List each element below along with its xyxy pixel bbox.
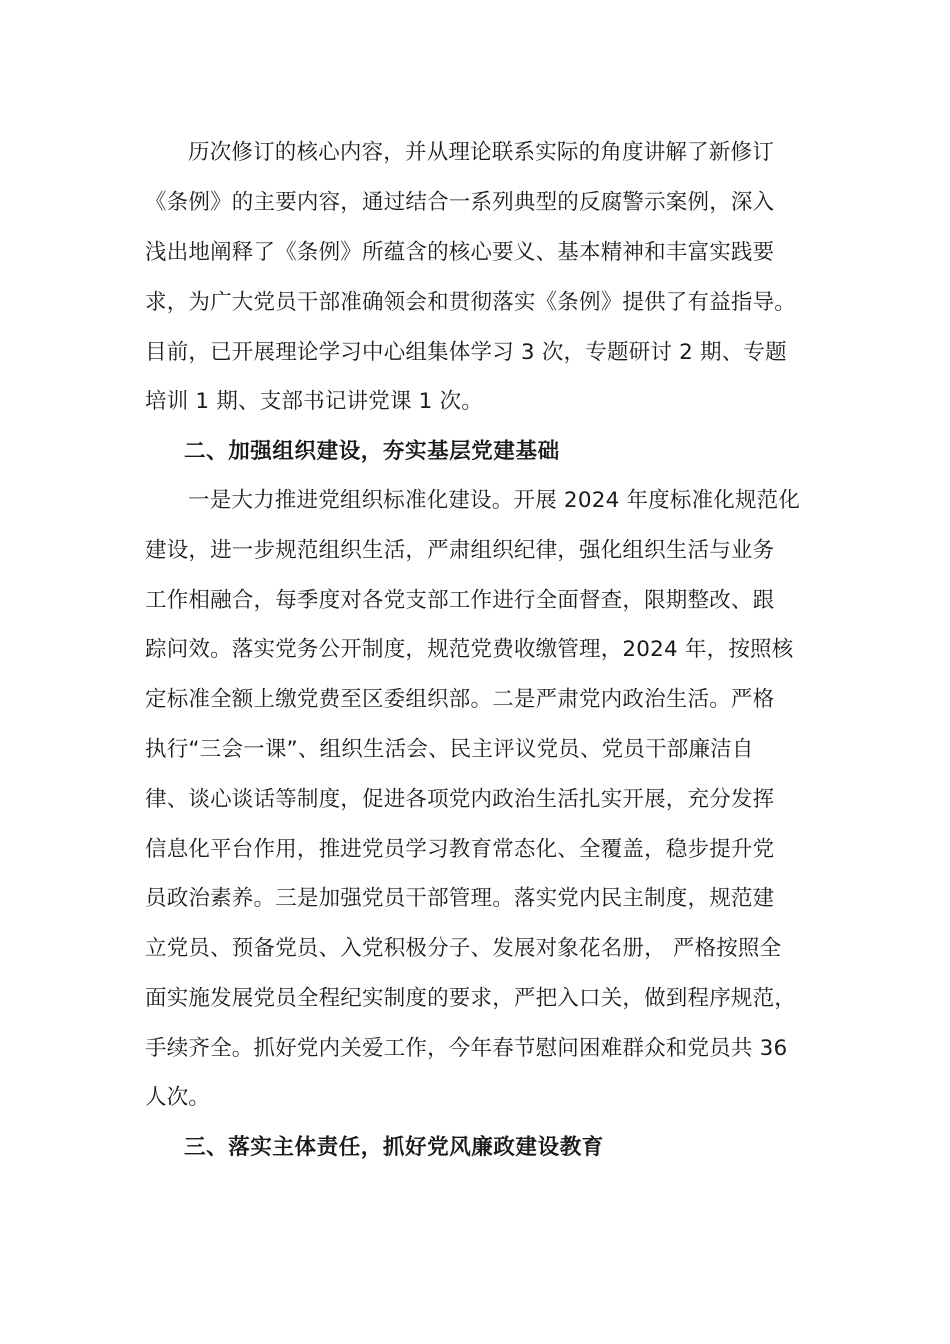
paragraph-line: 执行“三会一课”、组织生活会、民主评议党员、党员干部廉洁自 bbox=[145, 737, 754, 762]
paragraph-line: 培训 1 期、支部书记讲党课 1 次。 bbox=[145, 389, 483, 414]
paragraph-line: 人次。 bbox=[145, 1085, 211, 1110]
paragraph-line: 手续齐全。抓好党内关爱工作，今年春节慰问困难群众和党员共 36 bbox=[145, 1036, 788, 1061]
paragraph-line: 定标准全额上缴党费至区委组织部。二是严肃党内政治生活。严格 bbox=[145, 687, 775, 712]
paragraph-line: 信息化平台作用，推进党员学习教育常态化、全覆盖，稳步提升党 bbox=[145, 837, 775, 862]
section-heading-two: 二、加强组织建设，夯实基层党建基础 bbox=[184, 439, 560, 464]
paragraph-line: 踪问效。落实党务公开制度，规范党费收缴管理，2024 年，按照核 bbox=[145, 637, 794, 662]
paragraph-line: 一是大力推进党组织标准化建设。开展 2024 年度标准化规范化 bbox=[188, 488, 801, 513]
paragraph-line: 历次修订的核心内容，并从理论联系实际的角度讲解了新修订 bbox=[188, 140, 774, 165]
paragraph-line: 建设，进一步规范组织生活，严肃组织纪律，强化组织生活与业务 bbox=[145, 538, 775, 563]
paragraph-line: 浅出地阐释了《条例》所蕴含的核心要义、基本精神和丰富实践要 bbox=[145, 240, 775, 265]
paragraph-line: 律、谈心谈话等制度，促进各项党内政治生活扎实开展，充分发挥 bbox=[145, 787, 775, 812]
paragraph-line: 求，为广大党员干部准确领会和贯彻落实《条例》提供了有益指导。 bbox=[145, 290, 797, 315]
paragraph-line: 《条例》的主要内容，通过结合一系列典型的反腐警示案例，深入 bbox=[145, 190, 775, 215]
paragraph-line: 员政治素养。三是加强党员干部管理。落实党内民主制度，规范建 bbox=[145, 886, 775, 911]
paragraph-line: 工作相融合，每季度对各党支部工作进行全面督查，限期整改、跟 bbox=[145, 588, 775, 613]
paragraph-line: 面实施发展党员全程纪实制度的要求，严把入口关，做到程序规范， bbox=[145, 986, 797, 1011]
section-heading-three: 三、落实主体责任，抓好党风廉政建设教育 bbox=[184, 1135, 604, 1160]
paragraph-line: 立党员、预备党员、入党积极分子、发展对象花名册， 严格按照全 bbox=[145, 936, 782, 961]
paragraph-line: 目前，已开展理论学习中心组集体学习 3 次，专题研讨 2 期、专题 bbox=[145, 340, 787, 365]
